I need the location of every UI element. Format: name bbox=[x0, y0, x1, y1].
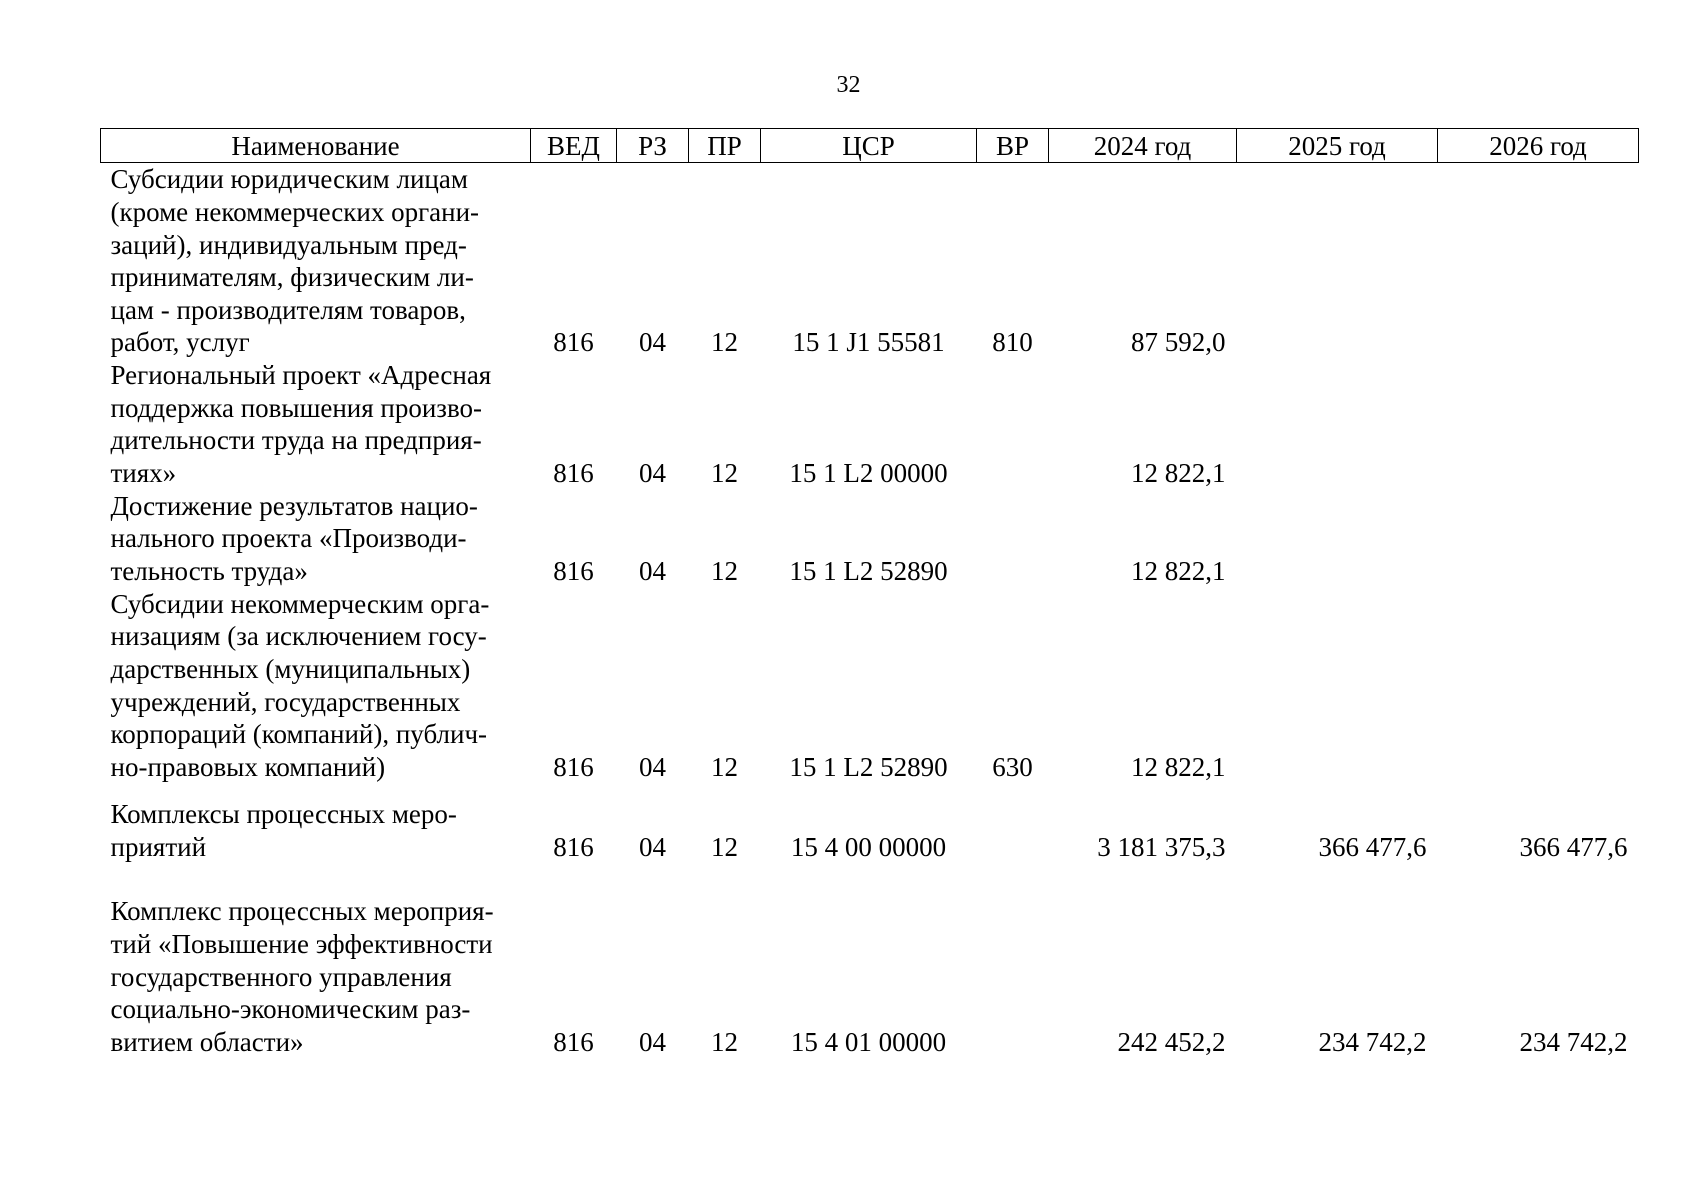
header-rz: РЗ bbox=[617, 129, 689, 163]
header-vr: ВР bbox=[977, 129, 1049, 163]
header-name: Наименование bbox=[101, 129, 531, 163]
cell-2024: 87 592,0 bbox=[1131, 327, 1226, 358]
header-row bbox=[101, 129, 1639, 163]
cell-csr: 15 1 J1 55581 bbox=[792, 327, 945, 358]
cell-rz: 04 bbox=[639, 555, 666, 586]
cell-vr bbox=[977, 863, 1049, 1058]
cell-vr: 810 bbox=[992, 327, 1033, 358]
cell-2026 bbox=[1438, 587, 1639, 783]
cell-ved: 816 bbox=[553, 327, 594, 358]
cell-csr: 15 1 L2 52890 bbox=[789, 555, 948, 586]
cell-rz: 04 bbox=[639, 751, 666, 782]
cell-name: Субсидии юридическим лицам (кроме некоммерческих органи- заций), индивидуальным пред- принимателям, физическим ли- цам - производителям товаров, работ, услуг bbox=[110, 164, 480, 358]
cell-vr bbox=[977, 783, 1049, 863]
cell-pr: 12 bbox=[711, 555, 738, 586]
cell-ved: 816 bbox=[553, 751, 594, 782]
table-row bbox=[101, 489, 1639, 587]
header-pr: ПР bbox=[689, 129, 761, 163]
cell-name: Достижение результатов нацио- нального проекта «Производи- тельность труда» bbox=[110, 490, 478, 586]
cell-pr: 12 bbox=[711, 1026, 738, 1057]
cell-csr: 15 4 00 00000 bbox=[790, 831, 947, 862]
table-row bbox=[101, 163, 1639, 360]
cell-name: Комплексы процессных меро- приятий bbox=[110, 799, 457, 862]
cell-2025: 234 742,2 bbox=[1318, 1026, 1427, 1057]
header-2025: 2025 год bbox=[1237, 129, 1438, 163]
cell-ved: 816 bbox=[553, 457, 594, 488]
cell-2024: 3 181 375,3 bbox=[1097, 831, 1226, 862]
cell-name: Комплекс процессных мероприя- тий «Повышение эффективности государственного управления социально-экономическим раз- витием области» bbox=[110, 896, 494, 1057]
cell-2024: 12 822,1 bbox=[1131, 457, 1226, 488]
cell-csr: 15 4 01 00000 bbox=[790, 1026, 947, 1057]
cell-pr: 12 bbox=[711, 327, 738, 358]
table-row bbox=[101, 783, 1639, 863]
cell-2024: 12 822,1 bbox=[1131, 555, 1226, 586]
header-ved: ВЕД bbox=[531, 129, 617, 163]
header-2026: 2026 год bbox=[1438, 129, 1639, 163]
cell-pr: 12 bbox=[711, 831, 738, 862]
header-2024: 2024 год bbox=[1049, 129, 1237, 163]
budget-table bbox=[100, 128, 1639, 1058]
cell-2024: 12 822,1 bbox=[1131, 751, 1226, 782]
cell-csr: 15 1 L2 00000 bbox=[789, 457, 948, 488]
cell-vr bbox=[977, 489, 1049, 587]
table-row bbox=[101, 359, 1639, 489]
header-csr: ЦСР bbox=[761, 129, 977, 163]
cell-rz: 04 bbox=[639, 457, 666, 488]
cell-2025: 366 477,6 bbox=[1318, 831, 1427, 862]
cell-ved: 816 bbox=[553, 831, 594, 862]
cell-2026 bbox=[1438, 163, 1639, 360]
cell-2025 bbox=[1237, 587, 1438, 783]
cell-csr: 15 1 L2 52890 bbox=[789, 751, 948, 782]
cell-vr: 630 bbox=[992, 751, 1033, 782]
cell-2025 bbox=[1237, 489, 1438, 587]
table-body bbox=[101, 163, 1639, 1059]
cell-2026: 366 477,6 bbox=[1519, 831, 1628, 862]
cell-vr bbox=[977, 359, 1049, 489]
table-header bbox=[101, 129, 1639, 163]
cell-2025 bbox=[1237, 359, 1438, 489]
cell-2026 bbox=[1438, 359, 1639, 489]
cell-2026: 234 742,2 bbox=[1519, 1026, 1628, 1057]
page-number: 32 bbox=[836, 72, 861, 98]
cell-pr: 12 bbox=[711, 751, 738, 782]
cell-2024: 242 452,2 bbox=[1117, 1026, 1226, 1057]
cell-ved: 816 bbox=[553, 555, 594, 586]
table-row bbox=[101, 863, 1639, 1058]
cell-rz: 04 bbox=[639, 831, 666, 862]
table-row bbox=[101, 587, 1639, 783]
cell-name: Субсидии некоммерческим орга- низациям (за исключением госу- дарственных (муниципальных) учреждений, государственных корпораций (компаний), публич- но-правовых компаний) bbox=[110, 588, 490, 782]
cell-name: Региональный проект «Адресная поддержка повышения произво- дительности труда на предприя- тиях» bbox=[110, 360, 492, 488]
cell-2026 bbox=[1438, 489, 1639, 587]
cell-rz: 04 bbox=[639, 327, 666, 358]
cell-ved: 816 bbox=[553, 1026, 594, 1057]
cell-pr: 12 bbox=[711, 457, 738, 488]
cell-2025 bbox=[1237, 163, 1438, 360]
cell-rz: 04 bbox=[639, 1026, 666, 1057]
